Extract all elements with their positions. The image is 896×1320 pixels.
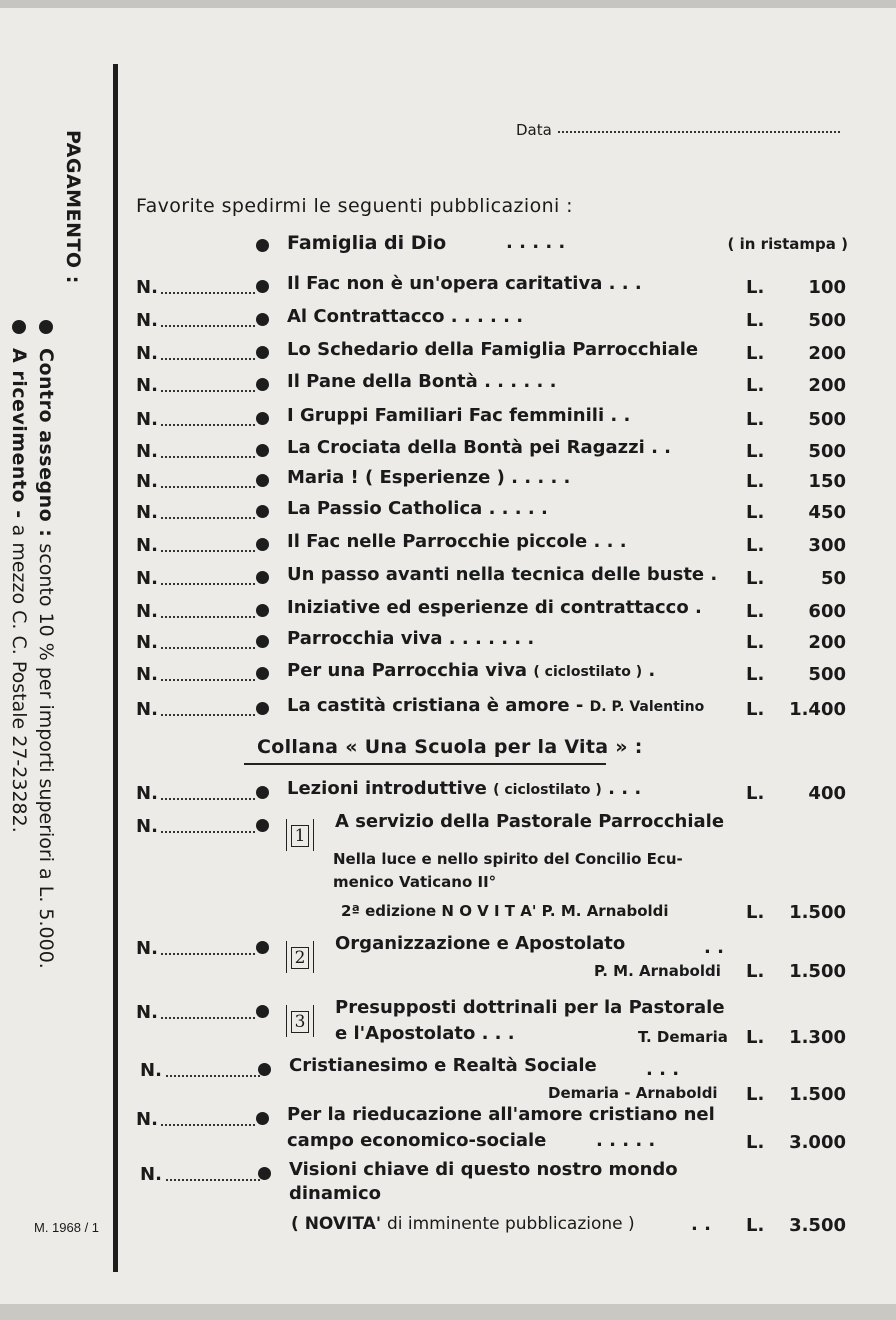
quantity-field[interactable] [161, 424, 255, 426]
bullet-icon [256, 604, 269, 617]
list-item [136, 660, 848, 694]
quantity-label: N. [140, 1164, 162, 1185]
quantity-label: N. [136, 632, 158, 653]
quantity-label: N. [136, 310, 158, 331]
quantity-label: N. [140, 1060, 162, 1081]
item-title: Maria ! ( Esperienze ) [287, 467, 505, 488]
quantity-label: N. [136, 1002, 158, 1023]
quantity-label: N. [136, 1109, 158, 1130]
lire-label: L. [746, 535, 765, 556]
bullet-icon [256, 538, 269, 551]
quantity-field[interactable] [161, 292, 255, 294]
item-title: La castità cristiana è amore - [287, 695, 584, 716]
lire-label: L. [746, 343, 765, 364]
item-title-wrap [287, 273, 642, 294]
payment-note [0, 370, 5, 812]
item-dots: . . . . . . . [448, 628, 535, 649]
quantity-field[interactable] [166, 1179, 260, 1181]
item-title-wrap [287, 597, 702, 618]
quantity-field[interactable] [161, 953, 255, 955]
quantity-field[interactable] [161, 517, 255, 519]
quantity-field[interactable] [161, 647, 255, 649]
item-note: ( ciclostilato ) [533, 664, 643, 680]
item-price: 1.500 [789, 902, 846, 923]
item-price: 3.000 [789, 1132, 846, 1153]
list-item-lezioni [136, 778, 848, 813]
bullet-icon [258, 1063, 271, 1076]
item-title-wrap [287, 778, 641, 799]
quantity-label: N. [136, 568, 158, 589]
item-dots: . . . . . [506, 232, 566, 253]
quantity-field[interactable] [161, 358, 255, 360]
ricevimento-label: A ricevimento - [8, 348, 30, 519]
item-title-wrap [287, 498, 548, 519]
item-price: 1.500 [789, 1084, 846, 1105]
list-item [136, 273, 848, 307]
item-title: Presupposti dottrinali per la Pastorale [335, 997, 725, 1018]
item-title-wrap [287, 437, 671, 458]
item-title-wrap [287, 531, 627, 552]
bullet-icon [256, 239, 269, 252]
item-title-wrap [287, 695, 704, 716]
volume-number-box [286, 941, 314, 973]
item-title: La Passio Catholica [287, 498, 483, 519]
bullet-icon [256, 1112, 269, 1125]
novita-text: di imminente pubblicazione ) [386, 1214, 635, 1234]
item-title: Lo Schedario della Famiglia Parrocchiale [287, 339, 699, 360]
lire-label: L. [746, 277, 765, 298]
item-price: 400 [808, 783, 846, 804]
list-item [136, 405, 848, 439]
item-title: Al Contrattacco [287, 306, 445, 327]
lire-label: L. [746, 310, 765, 331]
collana-underline [244, 763, 606, 765]
quantity-label: N. [136, 699, 158, 720]
list-item [136, 498, 848, 532]
item-title: Famiglia di Dio [287, 232, 447, 254]
bullet-icon [39, 320, 53, 334]
item-title: La Crociata della Bontà pei Ragazzi [287, 437, 645, 458]
list-item-presupposti [136, 997, 848, 1052]
bullet-icon [256, 505, 269, 518]
quantity-field[interactable] [161, 714, 255, 716]
volume-number-box [286, 819, 314, 851]
lire-label: L. [746, 441, 765, 462]
quantity-label: N. [136, 783, 158, 804]
item-dots: . [648, 660, 656, 681]
bullet-icon [256, 444, 269, 457]
volume-number-box [286, 1005, 314, 1037]
payment-section [0, 130, 100, 1130]
list-item [136, 597, 848, 631]
item-subtitle: menico Vaticano II° [333, 873, 497, 891]
lire-label: L. [746, 1132, 765, 1153]
bullet-icon [256, 571, 269, 584]
list-item-servizio [136, 811, 848, 926]
item-price: 200 [808, 632, 846, 653]
item-title-wrap [287, 660, 655, 681]
bullet-icon [256, 667, 269, 680]
item-price: 500 [808, 441, 846, 462]
item-price: 500 [808, 310, 846, 331]
bullet-icon [256, 346, 269, 359]
quantity-label: N. [136, 535, 158, 556]
lire-label: L. [746, 783, 765, 804]
list-item-famiglia [136, 232, 848, 266]
quantity-label: N. [136, 441, 158, 462]
payment-heading: PAGAMENTO : [62, 130, 84, 284]
list-item [136, 371, 848, 405]
item-dots: . . . . . . [484, 371, 557, 392]
lire-label: L. [746, 1027, 765, 1048]
item-title: Per la rieducazione all'amore cristiano nel [287, 1104, 715, 1125]
lire-label: L. [746, 471, 765, 492]
item-title-wrap [287, 405, 630, 426]
bullet-icon [256, 702, 269, 715]
quantity-label: N. [136, 938, 158, 959]
item-title: I Gruppi Familiari Fac femminili [287, 405, 605, 426]
quantity-field[interactable] [161, 583, 255, 585]
item-title: Il Fac nelle Parrocchie piccole [287, 531, 588, 552]
item-title: Visioni chiave di questo nostro mondo [289, 1159, 678, 1180]
item-price: 300 [808, 535, 846, 556]
item-price: 200 [808, 343, 846, 364]
item-subtitle: Nella luce e nello spirito del Concilio Ecu- [333, 850, 683, 868]
item-price: 600 [808, 601, 846, 622]
bullet-icon [256, 313, 269, 326]
item-dots: . . [651, 437, 672, 458]
quantity-field[interactable] [161, 486, 255, 488]
quantity-label: N. [136, 277, 158, 298]
lire-label: L. [746, 632, 765, 653]
quantity-field[interactable] [161, 325, 255, 327]
volume-number: 1 [291, 825, 309, 847]
bullet-icon [256, 635, 269, 648]
item-dots: . . . . . [511, 467, 571, 488]
item-dots: . . . [608, 273, 642, 294]
quantity-field[interactable] [161, 616, 255, 618]
top-edge [0, 0, 896, 8]
volume-number: 2 [291, 947, 309, 969]
item-title: Per una Parrocchia viva [287, 660, 528, 681]
quantity-field[interactable] [161, 798, 255, 800]
item-note: ( ciclostilato ) [493, 782, 602, 798]
bullet-icon [256, 474, 269, 487]
bullet-icon [256, 786, 269, 799]
item-price: 1.500 [789, 961, 846, 982]
item-note: ( in ristampa ) [727, 235, 848, 253]
list-item-organizzazione [136, 933, 848, 988]
lire-label: L. [746, 568, 765, 589]
item-price: 200 [808, 375, 846, 396]
lire-label: L. [746, 601, 765, 622]
item-note: D. P. Valentino [589, 699, 705, 715]
quantity-field[interactable] [161, 390, 255, 392]
item-title: Iniziative ed esperienze di contrattacco [287, 597, 689, 618]
bullet-icon [12, 320, 26, 334]
item-note [291, 1214, 635, 1234]
list-item-visioni [136, 1159, 848, 1244]
lire-label: L. [746, 961, 765, 982]
item-title: A servizio della Pastorale Parrocchiale [335, 811, 725, 832]
quantity-field[interactable] [161, 1017, 255, 1019]
item-author: T. Demaria [638, 1028, 728, 1046]
quantity-label: N. [136, 816, 158, 837]
item-dots: . . . [646, 1059, 680, 1080]
item-dots: . . . [608, 778, 642, 799]
list-item-rieducazione [136, 1104, 848, 1159]
quantity-field[interactable] [161, 550, 255, 552]
list-item [136, 695, 848, 729]
quantity-label: N. [136, 409, 158, 430]
item-title-wrap [287, 306, 523, 327]
bullet-icon [256, 941, 269, 954]
item-dots: . . [610, 405, 631, 426]
item-price: 3.500 [789, 1215, 846, 1236]
item-price: 500 [808, 664, 846, 685]
item-title: Organizzazione e Apostolato [335, 933, 626, 954]
bullet-icon [256, 378, 269, 391]
item-dots: . . . . . . [450, 306, 524, 327]
item-title: Parrocchia viva [287, 628, 443, 649]
quantity-label: N. [136, 601, 158, 622]
item-title: Il Pane della Bontà [287, 371, 478, 392]
novita-label: ( NOVITA' [291, 1214, 382, 1234]
item-title-wrap [287, 564, 717, 585]
list-item [136, 564, 848, 598]
item-dots: . [710, 564, 718, 585]
quantity-field[interactable] [166, 1075, 260, 1077]
list-item [136, 467, 848, 501]
lire-label: L. [746, 1084, 765, 1105]
item-subtitle: e l'Apostolato . . . [335, 1023, 515, 1044]
lire-label: L. [746, 375, 765, 396]
contro-assegno-text: sconto 10 % per importi superiori a L. 5.000. [35, 543, 57, 969]
lire-label: L. [746, 1215, 765, 1236]
item-price: 1.400 [789, 699, 846, 720]
date-field[interactable] [516, 121, 840, 139]
item-dots: . . . [593, 531, 627, 552]
lire-label: L. [746, 502, 765, 523]
list-item-cristianesimo [136, 1055, 848, 1110]
item-author: P. M. Arnaboldi [594, 962, 721, 980]
bottom-edge [0, 1304, 896, 1320]
item-dots: . [695, 597, 702, 618]
list-item [136, 306, 848, 340]
item-title: Un passo avanti nella tecnica delle buste [287, 564, 705, 585]
item-price: 500 [808, 409, 846, 430]
quantity-label: N. [136, 471, 158, 492]
list-item [136, 531, 848, 565]
quantity-field[interactable] [161, 1124, 255, 1126]
lire-label: L. [746, 409, 765, 430]
item-subtitle: dinamico [289, 1183, 381, 1204]
item-title-wrap [287, 339, 698, 360]
item-price: 1.300 [789, 1027, 846, 1048]
lire-label: L. [746, 699, 765, 720]
item-dots: . . [704, 937, 724, 958]
bullet-icon [256, 819, 269, 832]
item-title-wrap [287, 628, 534, 649]
bullet-icon [256, 1005, 269, 1018]
item-price: 450 [808, 502, 846, 523]
quantity-field[interactable] [161, 679, 255, 681]
list-item [136, 628, 848, 662]
list-item [136, 339, 848, 373]
date-line[interactable] [558, 131, 840, 133]
item-title: Il Fac non è un'opera caritativa [287, 273, 603, 294]
item-subtitle: campo economico-sociale [287, 1130, 547, 1151]
contro-assegno-label: Contro assegno : [35, 348, 57, 538]
item-author: Demaria - Arnaboldi [548, 1084, 718, 1102]
quantity-field[interactable] [161, 831, 255, 833]
intro-text: Favorite spedirmi le seguenti pubblicazioni : [136, 195, 573, 217]
item-title: Lezioni introduttive [287, 778, 487, 799]
quantity-label: N. [136, 664, 158, 685]
quantity-label: N. [136, 502, 158, 523]
lire-label: L. [746, 902, 765, 923]
item-title: Cristianesimo e Realtà Sociale [289, 1055, 597, 1076]
form-code: M. 1968 / 1 [34, 1220, 100, 1235]
lire-label: L. [746, 664, 765, 685]
volume-number: 3 [291, 1011, 309, 1033]
quantity-label: N. [136, 343, 158, 364]
collana-heading: Collana « Una Scuola per la Vita » : [257, 736, 643, 758]
item-dots: . . [691, 1214, 711, 1235]
quantity-field[interactable] [161, 456, 255, 458]
bullet-icon [256, 280, 269, 293]
item-price: 100 [808, 277, 846, 298]
item-title-wrap [287, 371, 556, 392]
item-price: 50 [820, 568, 846, 589]
bullet-icon [258, 1167, 271, 1180]
item-dots: . . . . . [488, 498, 548, 519]
ricevimento-text: a mezzo C. C. Postale 27-23282. [8, 524, 30, 833]
bullet-icon [256, 412, 269, 425]
item-dots: . . . . . [596, 1130, 656, 1151]
vertical-divider [113, 64, 118, 1272]
item-price: 150 [808, 471, 846, 492]
item-author: 2ª edizione N O V I T A' P. M. Arnaboldi [341, 902, 669, 920]
item-title-wrap [287, 467, 570, 488]
quantity-label: N. [136, 375, 158, 396]
date-label: Data [516, 121, 552, 139]
